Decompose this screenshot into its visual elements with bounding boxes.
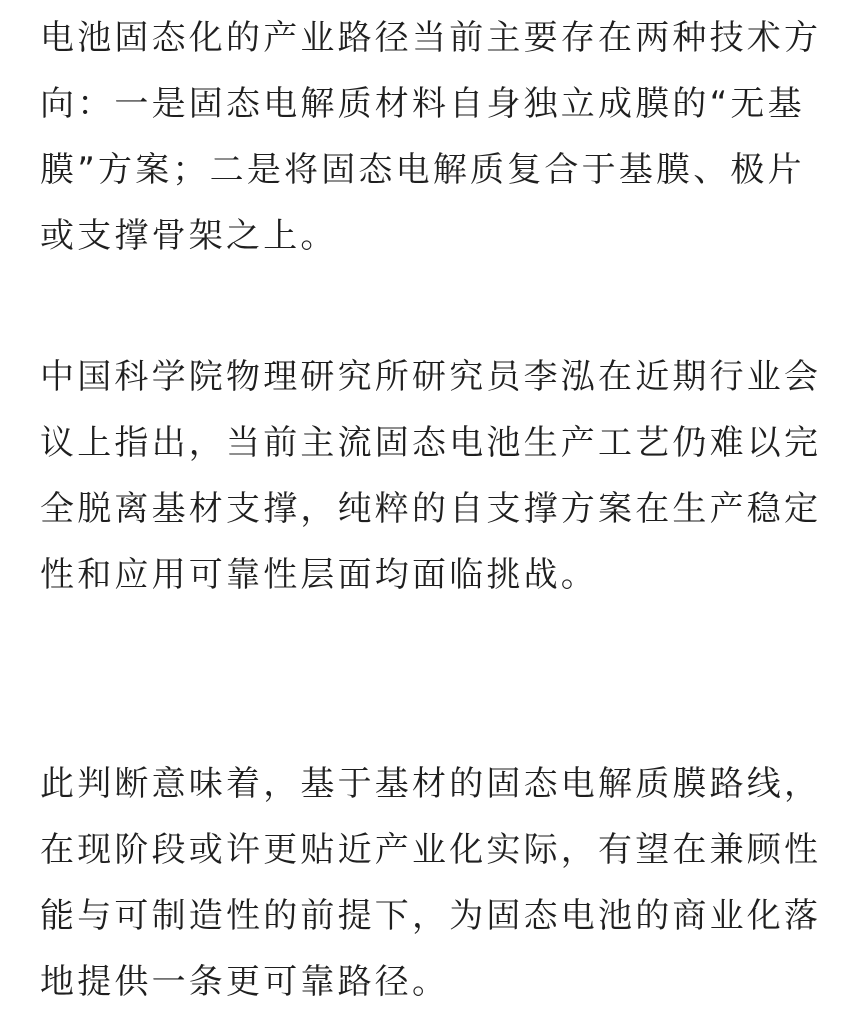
paragraph-expert-opinion: 中国科学院物理研究所研究员李泓在近期行业会议上指出，当前主流固态电池生产工艺仍难以完全脱离基材支撑，纯粹的自支撑方案在生产稳定性和应用可靠性层面均面临挑战。 — [40, 357, 822, 595]
paragraph-solid-state-routes: 电池固态化的产业路径当前主要存在两种技术方向：一是固态电解质材料自身独立成膜的“无基膜”方案；二是将固态电解质复合于基膜、极片或支撑骨架之上。 — [40, 18, 822, 256]
paragraph-conclusion: 此判断意味着，基于基材的固态电解质膜路线，在现阶段或许更贴近产业化实际，有望在兼顾性能与可制造性的前提下，为固态电池的商业化落地提供一条更可靠路径。 — [40, 764, 822, 1002]
